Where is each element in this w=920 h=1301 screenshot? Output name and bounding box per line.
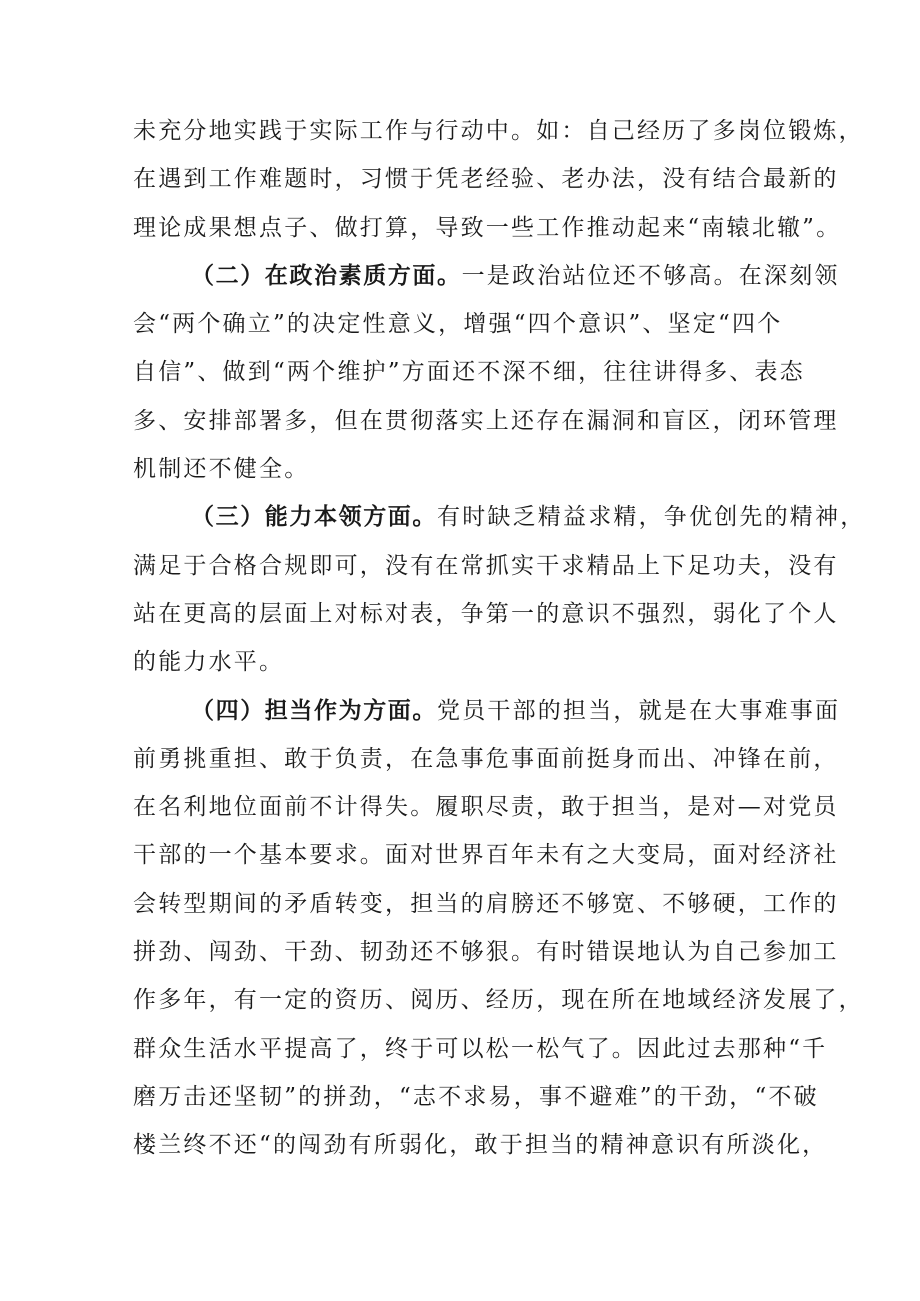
paragraph-line: 作多年，有一定的资历、阅历、经历，现在所在地域经济发展了，	[133, 987, 864, 1014]
document-body	[133, 107, 866, 1170]
paragraph-line: 前勇挑重担、敢于负责，在急事危事面前挺身而出、冲锋在前，	[133, 745, 839, 772]
paragraph-line: 站在更高的层面上对标对表，争第一的意识不强烈，弱化了个人	[133, 600, 839, 627]
paragraph-line: 自信”、做到“两个维护”方面还不深不细，往往讲得多、表态	[133, 359, 805, 386]
paragraph-line: 理论成果想点子、做打算，导致一些工作推动起来“南辕北辙”。	[133, 214, 842, 241]
paragraph-line: 的能力水平。	[133, 649, 285, 676]
paragraph-line: 未充分地实践于实际工作与行动中。如：自己经历了多岗位锻炼，	[133, 118, 864, 144]
paragraph-line: 会转型期间的矛盾转变，担当的肩膀还不够宽、不够硬，工作的	[133, 890, 839, 917]
paragraph-line: 机制还不健全。	[133, 456, 310, 483]
section-4-heading: （四）担当作为方面。	[191, 697, 437, 724]
paragraph-line: 拼劲、闯劲、干劲、韧劲还不够狠。有时错误地认为自己参加工	[133, 939, 839, 966]
paragraph-line: 多、安排部署多，但在贯彻落实上还存在漏洞和盲区，闭环管理	[133, 407, 839, 434]
paragraph-line: 磨万击还坚韧”的拼劲，“志不求易，事不避难”的干劲，“不破	[133, 1083, 819, 1110]
paragraph-line: 满足于合格合规即可，没有在常抓实干求精品上下足功夫，没有	[133, 552, 839, 579]
section-3-text: 有时缺乏精益求精，争优创先的精神，	[437, 504, 866, 531]
section-4-text: 党员干部的担当，就是在大事难事面	[437, 697, 841, 724]
section-4-first-line	[133, 687, 841, 735]
paragraph-line: 会“两个确立”的决定性意义，增强“四个意识”、坚定“四个	[133, 311, 783, 338]
paragraph-line: 干部的一个基本要求。面对世界百年未有之大变局，面对经济社	[133, 842, 839, 869]
section-3-heading: （三）能力本领方面。	[191, 504, 437, 531]
section-2-text: 一是政治站位还不够高。在深刻领	[461, 262, 840, 289]
section-3-first-line	[133, 493, 866, 541]
section-2-heading: （二）在政治素质方面。	[191, 262, 462, 289]
paragraph-line: 在名利地位面前不计得失。履职尽责，敢于担当，是对—对党员	[133, 794, 839, 821]
paragraph-line: 在遇到工作难题时，习惯于凭老经验、老办法，没有结合最新的	[133, 166, 839, 193]
paragraph-line: 楼兰终不还“的闯劲有所弱化，敢于担当的精神意识有所淡化，	[133, 1132, 828, 1159]
paragraph-line: 群众生活水平提高了，终于可以松一松气了。因此过去那种“千	[133, 1035, 828, 1062]
section-2-first-line	[133, 252, 840, 300]
